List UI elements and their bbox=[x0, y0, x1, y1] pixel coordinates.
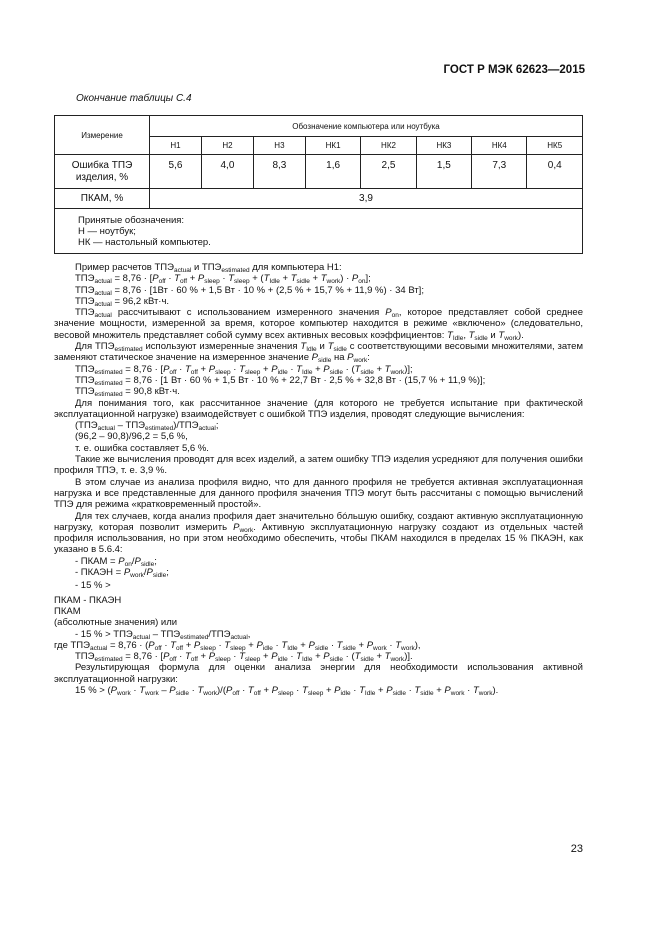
standard-header: ГОСТ Р МЭК 62623—2015 bbox=[443, 64, 585, 76]
col-header: Н3 bbox=[253, 137, 305, 155]
cell-value: 1,5 bbox=[416, 155, 471, 189]
header-group: Обозначение компьютера или ноутбука bbox=[150, 116, 583, 137]
body-text: Пример расчетов $ТПЭ_{actual}$ и $ТПЭ_{estimated}$ для компьютера Н1: $ТПЭ_{actual} = 8,76 \cdot [P_{off} \cdot T_{off} + P_{sleep} \cdot T_{sleep} + (T_{Idle} + T_{sidle} + T_{work}) \cdot P_{on}]$; $ТПЭ_{actual} = 8,76 \cdot [1Вт \cdot 60$ % + 1,5 Вт · 10 % + (2,5 % + 15,7 % + 11,9 %) · 34 Вт]; $ТПЭ_{actual} = 96,2$ кВт·ч. $ТПЭ_{actual}$ рассчитывают с использованием измеренного значения $P_{on}$, которое представляет собой среднее значение мощности, измеренной за время, которое компьютер находится в режиме «включено» (следовательно, весовой множитель представляет собой сумму всех активных весовых коэффициентов: $T_{Idle}$, $T_{sidle}$ и $T_{work}$). Для $ТПЭ_{estimated}$ используют измеренные значения $T_{Idle}$ и $T_{sidle}$ с соответствующими весовыми множителями, затем заменяют статическое значение на измеренное значение $P_{sidle}$ на $P_{work}$: $ТПЭ_{estimated} = 8,76 \cdot [P_{off} \cdot T_{off} + P_{sleep} \cdot T_{sleep} + P_{idle} \cdot T_{Idle} + P_{sidle} \cdot (T_{sidle} + T_{work})]$; $ТПЭ_{estimated} = 8,76 \cdot [1$ Вт · 60 % + 1,5 Вт · 10 % + 22,7 Вт · 2,5 % + 32,8 Вт · (15,7 % + 11,9 %)]; $ТПЭ_{estimated} = 90,8$ кВт·ч. Для понимания того, как рассчитанное значение (для которого не требуется испытание при фактической эксплуатационной нагрузке) взаимодействует с ошибкой ТПЭ изделия, проводят следующие вычисления: $(ТПЭ_{actual} - ТПЭ_{estimated})/ТПЭ_{actual}$; (96,2 – 90,8)/96,2 = 5,6 %, т. е. ошибка составляет 5,6 %. Такие же вычисления проводят для всех изделий, а затем ошибку ТПЭ изделия усредняют для получения ошибки профиля ТПЭ, т. е. 3,9 %. В этом случае из анализа профиля видно, что для данного профиля не требуется активная эксплуатационная нагрузка и все представленные для данного профиля значения ТПЭ могут быть рассчитаны с помощью вычислений ТПЭ для режима «кратковременный простой». Для тех случаев, когда анализ профиля дает значительно бóльшую ошибку, создают активную эксплуатационную нагрузку, которая позволит измерить $P_{work}$. Активную эксплуатационную нагрузку создают из отдельных частей профиля использования, но при этом необходимо обеспечить, чтобы ПКАМ находился в пределах 15 % ПКАЭН, как указано в 5.6.4: - ПКАМ = $P_{on}/P_{sidle}$; - ПКАЭН = $P_{work}/P_{sidle}$; - 15 % > ПКАМ - ПКАЭН ПКАМ (абсолютные значения) или - 15 % > $ТПЭ_{actual} - ТПЭ_{estimated}/ТПЭ_{actual}$, где $ТПЭ_{actual} = 8,76 \cdot (P_{off} \cdot T_{off} + P_{sleep} \cdot T_{sleep} + P_{idle} \cdot T_{Idle} + P_{sidle} \cdot T_{sidle} + P_{work} \cdot T_{work})$, $ТПЭ_{estimated} = 8,76 \cdot [P_{off} \cdot T_{off} + P_{sleep} \cdot T_{sleep} + P_{idle} \cdot T_{Idle} + P_{sidle} \cdot (T_{sidle} + T_{work})]$. Результирующая формула для оценки анализа энергии для необходимости использования активной эксплуатационной нагрузки: 15 % > $(P_{work} \cdot T_{work} - P_{sidle} \cdot T_{work})/(P_{off} \cdot T_{off} + P_{sleep} \cdot T_{sleep} + P_{idle} \cdot T_{Idle} + P_{sidle} \cdot T_{sidle} + P_{work} \cdot T_{work})$. bbox=[54, 262, 584, 697]
col-header: НК5 bbox=[527, 137, 583, 155]
pkam-value: 3,9 bbox=[150, 189, 583, 209]
col-header: НК3 bbox=[416, 137, 471, 155]
row-label-error: Ошибка ТПЭ изделия, % bbox=[55, 155, 150, 189]
table-caption: Окончание таблицы С.4 bbox=[76, 93, 192, 104]
cell-value: 7,3 bbox=[472, 155, 527, 189]
col-header: НК4 bbox=[472, 137, 527, 155]
page-number: 23 bbox=[570, 843, 583, 855]
table-legend bbox=[55, 209, 583, 254]
legend-line: НК — настольный компьютер. bbox=[78, 236, 211, 248]
col-header: Н1 bbox=[150, 137, 202, 155]
row-label-pkam: ПКАМ, % bbox=[55, 189, 150, 209]
results-table bbox=[54, 115, 583, 254]
cell-value: 0,4 bbox=[527, 155, 583, 189]
cell-value: 4,0 bbox=[201, 155, 253, 189]
cell-value: 8,3 bbox=[253, 155, 305, 189]
legend-line: Н — ноутбук; bbox=[78, 225, 136, 237]
col-header: Н2 bbox=[201, 137, 253, 155]
header-measure: Измерение bbox=[55, 116, 150, 155]
cell-value: 1,6 bbox=[305, 155, 360, 189]
legend-line: Принятые обозначения: bbox=[78, 214, 185, 226]
cell-value: 2,5 bbox=[361, 155, 416, 189]
cell-value: 5,6 bbox=[150, 155, 202, 189]
col-header: НК2 bbox=[361, 137, 416, 155]
col-header: НК1 bbox=[305, 137, 360, 155]
